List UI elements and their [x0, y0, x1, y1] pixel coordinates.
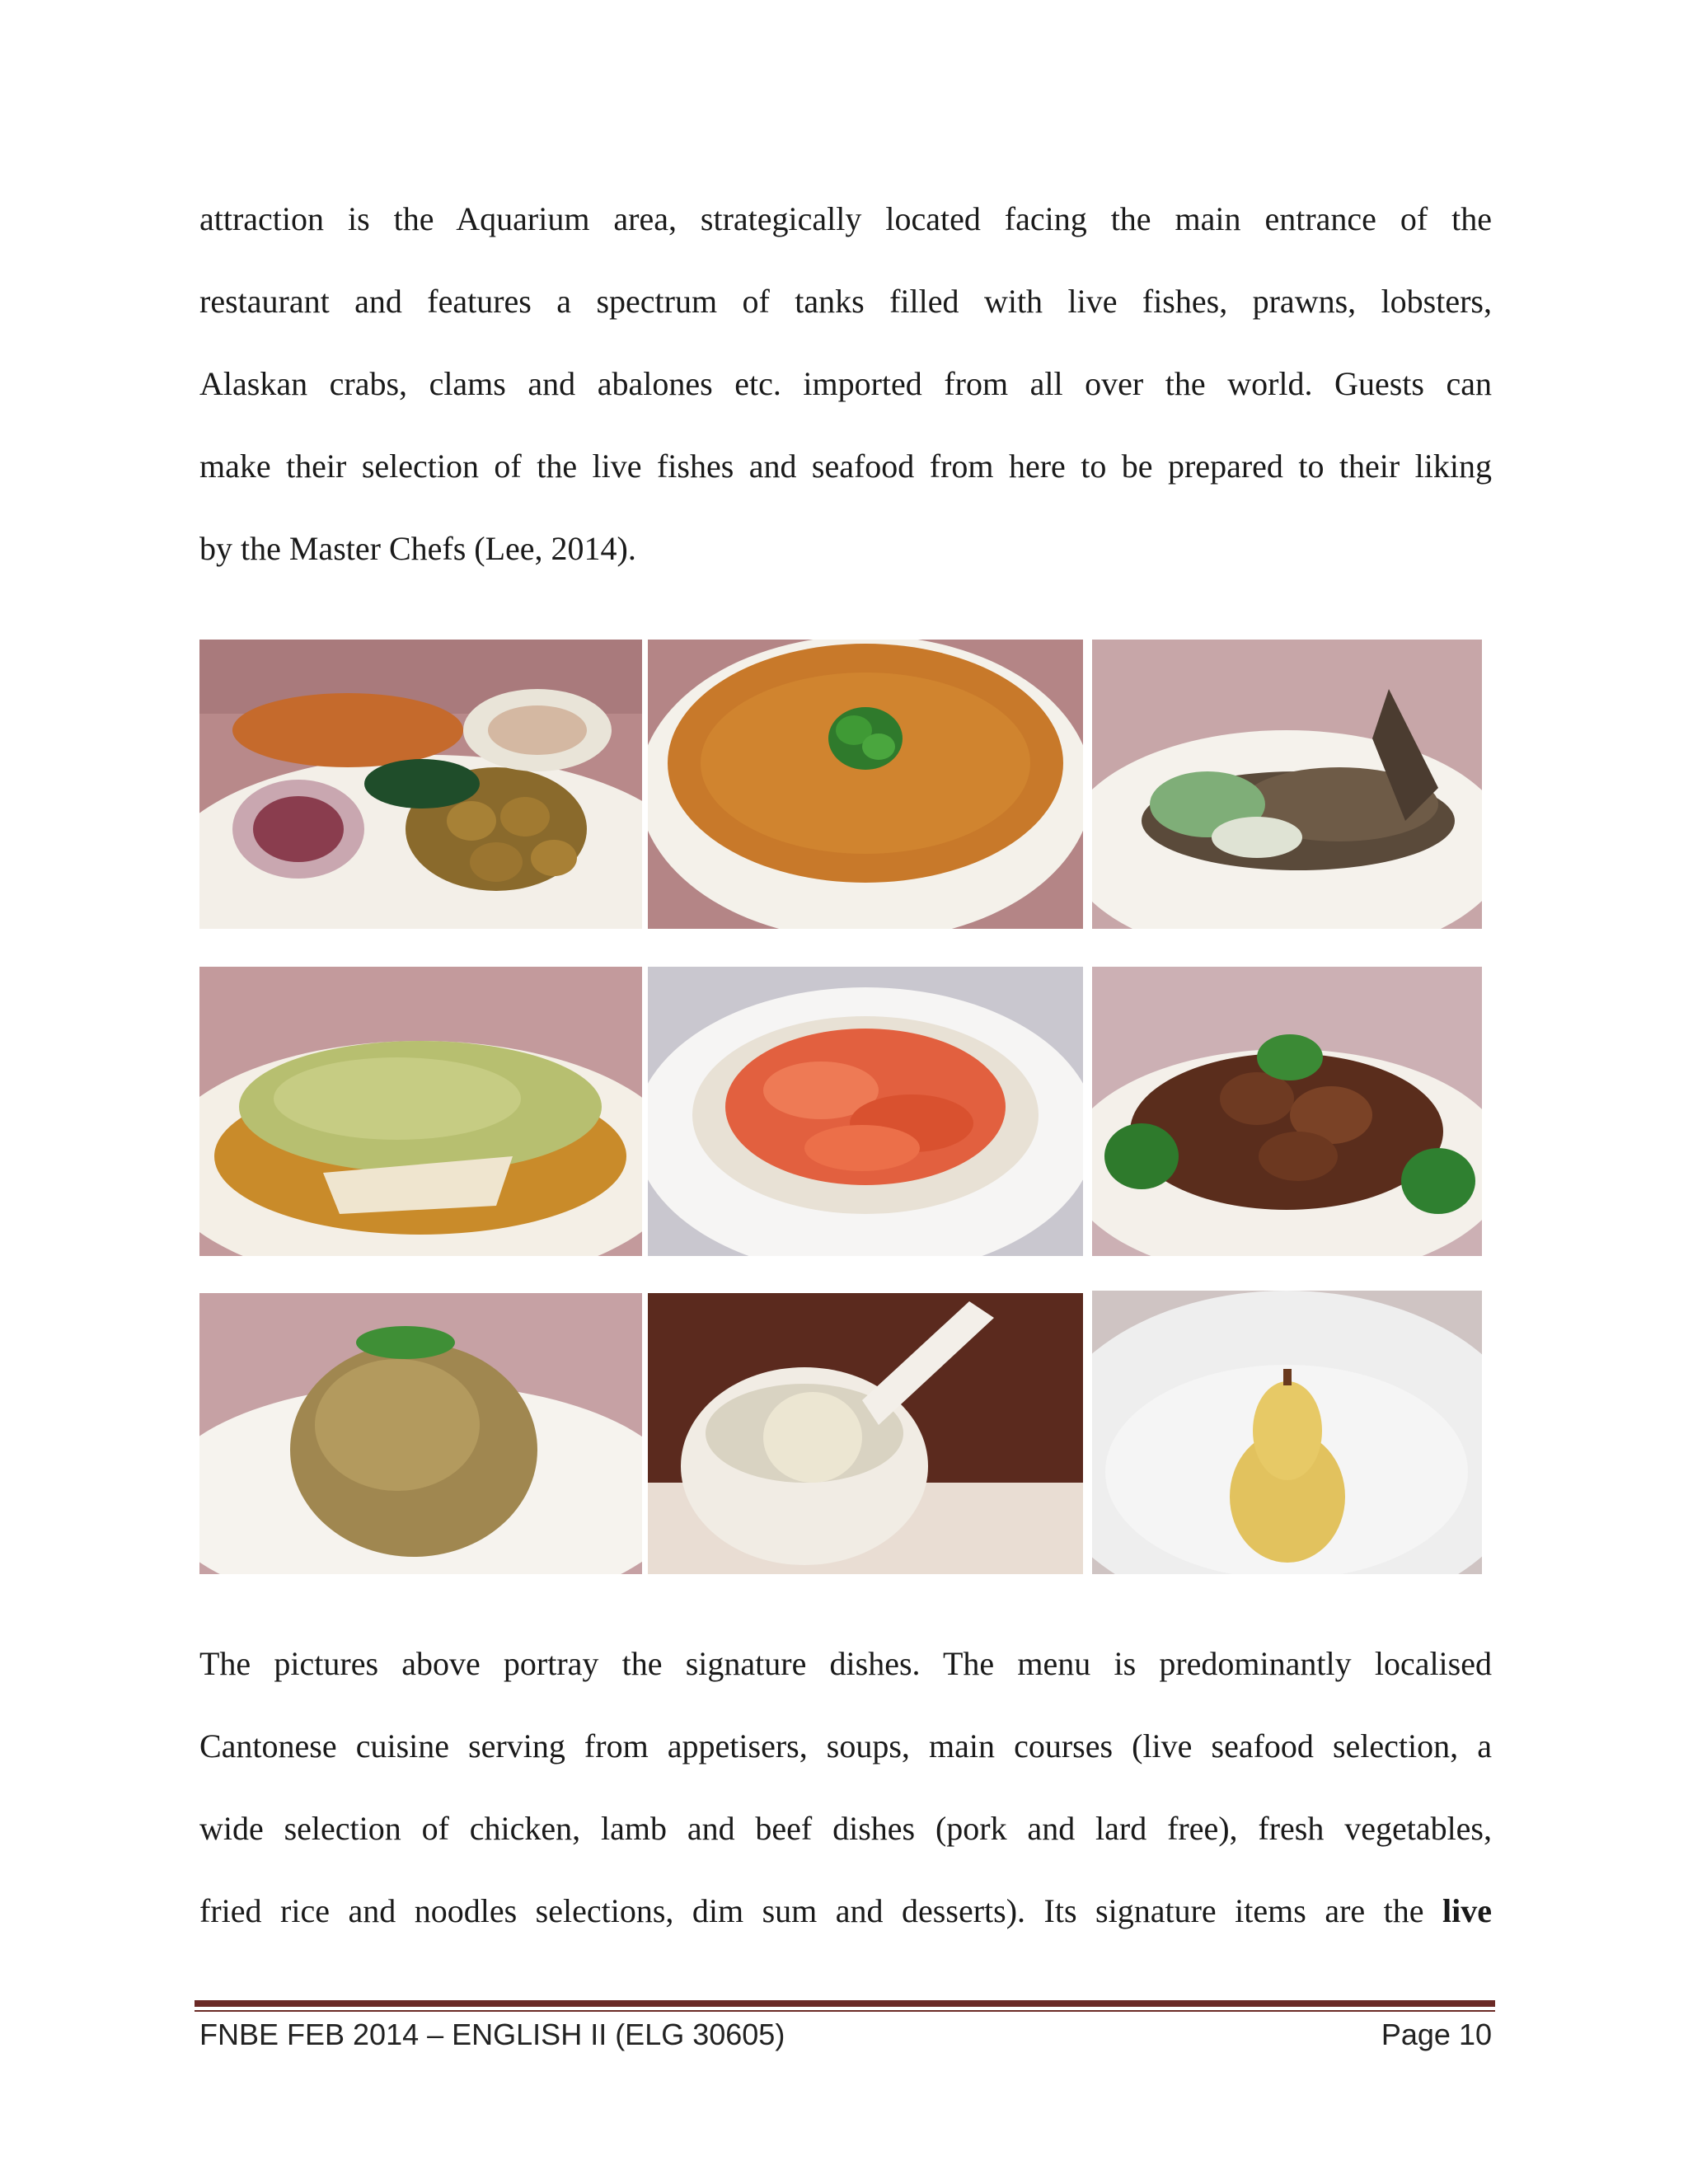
page-number: Page 10	[1381, 2018, 1492, 2051]
footer-rule-thin	[195, 2010, 1495, 2012]
page-footer	[199, 2013, 1492, 2054]
paragraph-line: Cantonese cuisine serving from appetisers, soups, main courses (live seafood selection, a	[199, 1727, 1492, 1765]
paragraph-line: restaurant and features a spectrum of tanks filled with live fishes, prawns, lobsters,	[199, 283, 1492, 320]
chicken-dish-photo	[199, 967, 642, 1256]
paragraph-line: Alaskan crabs, clams and abalones etc. imported from all over the world. Guests can	[199, 365, 1492, 402]
paragraph-line: by the Master Chefs (Lee, 2014).	[199, 530, 636, 567]
abalone-mushrooms-photo	[1092, 967, 1482, 1256]
footer-rule-thick	[195, 2000, 1495, 2007]
paragraph-line: The pictures above portray the signature dishes. The menu is predominantly localised	[199, 1645, 1492, 1682]
paragraph-line-text: fried rice and noodles selections, dim sum and desserts). Its signature items are the	[199, 1892, 1424, 1929]
appetiser-platter-photo	[199, 640, 642, 929]
paragraph-top	[199, 178, 1492, 590]
paragraph-line-with-bold	[199, 1870, 1492, 1952]
paragraph-line: make their selection of the live fishes and seafood from here to be prepared to their liking	[199, 448, 1492, 485]
fried-rice-photo	[199, 1293, 642, 1574]
bold-word: live	[1442, 1892, 1493, 1929]
paragraph-line: wide selection of chicken, lamb and beef dishes (pork and lard free), fresh vegetables,	[199, 1810, 1492, 1847]
signature-dishes-photo-grid	[199, 640, 1482, 1574]
paragraph-bottom	[199, 1623, 1492, 1952]
footer-course-label: FNBE FEB 2014 – ENGLISH II (ELG 30605)	[199, 2018, 785, 2051]
paragraph-line: attraction is the Aquarium area, strategically located facing the main entrance of the	[199, 200, 1492, 237]
thick-soup-photo	[648, 640, 1083, 929]
steamed-fish-photo	[1092, 640, 1482, 929]
prawns-photo	[648, 967, 1083, 1256]
sweet-dumpling-soup-photo	[648, 1293, 1083, 1574]
pear-pastry-photo	[1092, 1291, 1482, 1574]
